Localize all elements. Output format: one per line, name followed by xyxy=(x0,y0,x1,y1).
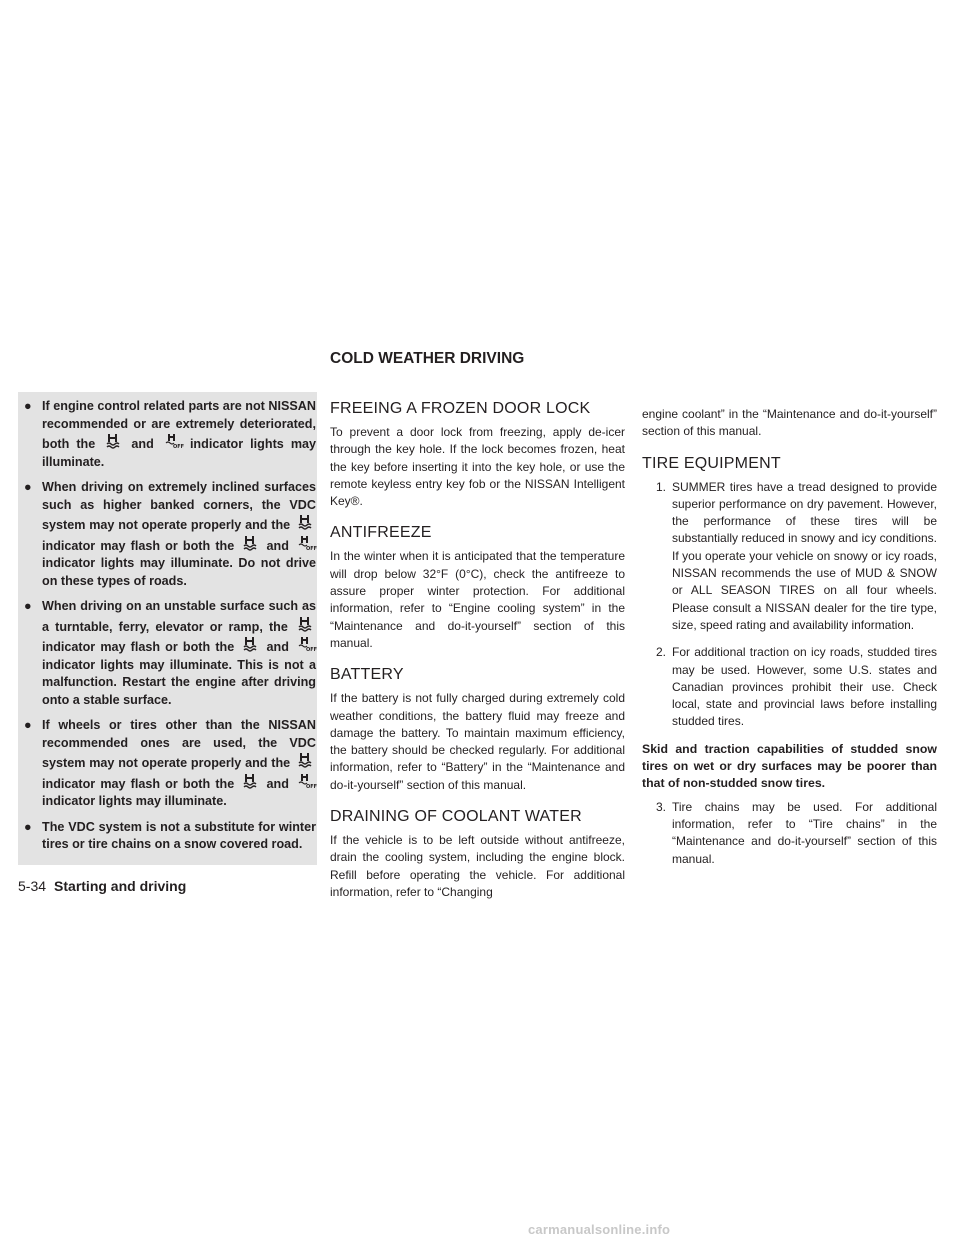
vdc-off-icon xyxy=(105,433,121,449)
page-footer xyxy=(18,878,186,894)
warning-item: ● If engine control related parts are not NISSAN recommended or are extremely deteriorated, both the and OFF indicator lights may illuminate. xyxy=(24,399,317,469)
paragraph-battery: If the battery is not fully charged during extremely cold weather conditions, the battery fluid may freeze and damage the battery. To maintain maximum efficiency, the battery should be checked regularly. For additional information, refer to “Battery” in the “Maintenance and do-it-yourself” section of this manual. xyxy=(330,691,625,792)
footer-section-name: Starting and driving xyxy=(54,878,187,894)
vdc-off-icon xyxy=(297,752,313,768)
bullet: ● xyxy=(24,480,32,494)
warning-item: ● The VDC system is not a substitute for winter tires or tire chains on a snow covered road. xyxy=(24,819,316,851)
heading-draining-coolant: DRAINING OF COOLANT WATER xyxy=(330,808,582,826)
warning-item: ● When driving on an unstable surface such as a turntable, ferry, elevator or ramp, the indicator may flash or both the and OFF indicator lights may illuminate. This is not a malfunction. Restart the engine after driving onto a stable surface. xyxy=(24,599,318,707)
paragraph-freeing-door-lock: To prevent a door lock from freezing, apply de-icer through the key hole. If the lock becomes frozen, heat the key before inserting it into the key hole, or use the remote keyless entry key fob or the NISSAN Intelligent Key®. xyxy=(330,425,625,509)
slip-indicator-icon xyxy=(297,535,318,552)
warning-list xyxy=(24,398,316,862)
column-middle xyxy=(330,400,625,915)
paragraph-continued: engine coolant” in the “Maintenance and do-it-yourself” section of this manual. xyxy=(642,407,937,439)
bullet: ● xyxy=(24,599,32,613)
vdc-off-icon xyxy=(242,535,258,551)
list-item: 2. For additional traction on icy roads, studded tires may be used. However, some U.S. states and Canadian provinces prohibit their use. Check local, state and provincial laws before installing studded tires. xyxy=(656,645,937,729)
heading-freeing-door-lock: FREEING A FROZEN DOOR LOCK xyxy=(330,400,591,417)
column-right xyxy=(642,406,937,878)
vdc-off-icon xyxy=(242,636,258,652)
studded-tires-note: Skid and traction capabilities of studded snow tires on wet or dry surfaces may be poorer than that of non-studded snow tires. xyxy=(642,741,937,791)
vdc-off-icon xyxy=(242,773,258,789)
paragraph-draining-coolant: If the vehicle is to be left outside without antifreeze, drain the cooling system, including the engine block. Refill before operating the vehicle. For additional information, refer to “Changing xyxy=(330,833,625,899)
svg-text:OFF: OFF xyxy=(172,444,184,450)
slip-indicator-icon xyxy=(297,773,318,790)
warning-item: ● If wheels or tires other than the NISSAN recommended ones are used, the VDC system may not operate properly and the indicator may flash or both the and OFF indicator lights may illuminate. xyxy=(24,718,318,808)
section-title: COLD WEATHER DRIVING xyxy=(330,350,525,367)
svg-text:OFF: OFF xyxy=(306,647,318,653)
heading-battery: BATTERY xyxy=(330,666,404,684)
slip-indicator-icon xyxy=(164,433,184,450)
vdc-off-icon xyxy=(297,514,313,530)
paragraph-antifreeze: In the winter when it is anticipated that the temperature will drop below 32°F (0°C), check the antifreeze to assure proper winter protection. For additional information, refer to “Engine cooling system” in the “Maintenance and do-it-yourself” section of this manual. xyxy=(330,549,625,650)
bullet: ● xyxy=(24,718,32,732)
heading-antifreeze: ANTIFREEZE xyxy=(330,524,432,542)
warning-item: ● When driving on extremely inclined surfaces such as higher banked corners, the VDC system may not operate properly and the indicator may flash or both the and OFF indicator lights may illuminate. Do not drive on these types of roads. xyxy=(24,480,318,588)
heading-tire-equipment: TIRE EQUIPMENT xyxy=(642,454,781,472)
watermark: carmanualsonline.info xyxy=(528,1222,671,1237)
list-item: 3. Tire chains may be used. For additional information, refer to “Tire chains” in the “Maintenance and do-it-yourself” section of this manual. xyxy=(656,799,937,866)
page-number: 5-34 xyxy=(18,878,47,894)
svg-text:OFF: OFF xyxy=(306,783,318,790)
slip-indicator-icon xyxy=(297,636,318,653)
bullet: ● xyxy=(24,819,32,834)
svg-text:OFF: OFF xyxy=(306,545,318,552)
vdc-off-icon xyxy=(297,616,313,632)
bullet: ● xyxy=(24,399,32,413)
list-item: 1. SUMMER tires have a tread designed to provide superior performance on dry pavement. However, the performance of these tires will be substantially reduced in snowy and icy conditions. If you operate your vehicle on snowy or icy roads, NISSAN recommends the use of MUD & SNOW or ALL SEASON TIRES on all four wheels. Please consult a NISSAN dealer for the tire type, size, speed rating and availability information. xyxy=(656,479,937,632)
